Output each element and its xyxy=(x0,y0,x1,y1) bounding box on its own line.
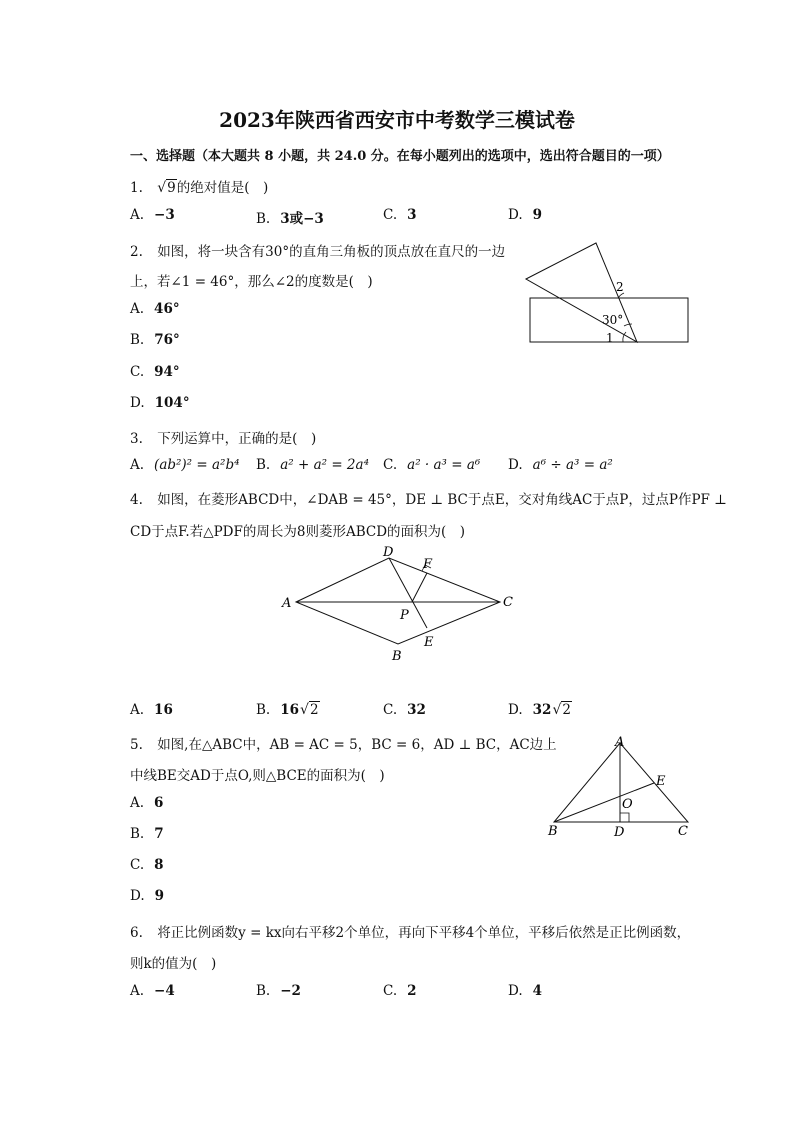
option-b[interactable] xyxy=(256,207,324,227)
point-c: C xyxy=(503,595,513,610)
option-a[interactable] xyxy=(130,983,175,999)
radicand: 2 xyxy=(309,702,319,718)
option-value: −2 xyxy=(280,983,301,999)
question-number: 1. xyxy=(130,180,143,196)
point-b: B xyxy=(392,649,402,664)
angle-2-label: 2 xyxy=(616,280,624,294)
question-number: 2. xyxy=(130,244,143,260)
option-c[interactable] xyxy=(383,702,426,718)
option-value: 104° xyxy=(154,395,190,411)
option-value: 94° xyxy=(154,364,180,380)
option-value: 46° xyxy=(154,301,180,317)
sqrt-expression: √9 xyxy=(157,180,176,196)
question-1 xyxy=(130,176,268,196)
option-c[interactable] xyxy=(130,364,180,380)
question-number: 3. xyxy=(130,431,143,447)
segment-pf xyxy=(412,573,427,602)
option-b[interactable] xyxy=(130,332,180,348)
question-text: 下列运算中，正确的是( ) xyxy=(157,431,317,447)
option-d[interactable] xyxy=(130,888,164,904)
option-label: C. xyxy=(383,207,398,223)
option-label: A. xyxy=(130,795,145,811)
question-6-line1 xyxy=(130,921,690,941)
point-p: P xyxy=(400,608,409,623)
option-value: 6 xyxy=(154,795,164,811)
section-heading: 一、选择题（本大题共 8 小题，共 24.0 分。在每小题列出的选项中，选出符合题目的一项） xyxy=(130,149,670,164)
question-number: 5. xyxy=(130,737,143,753)
angle-1-arc xyxy=(623,332,626,342)
point-c: C xyxy=(678,824,688,839)
median-be xyxy=(554,783,654,822)
option-value: −3 xyxy=(154,207,175,223)
question-text: 如图，在菱形ABCD中，∠DAB = 45°，DE ⊥ BC于点E，交对角线AC于点P，过点P作PF ⊥ xyxy=(157,492,727,508)
point-e: E xyxy=(424,635,434,650)
option-value: 7 xyxy=(154,826,164,842)
point-a: A xyxy=(615,735,625,750)
option-b[interactable] xyxy=(256,457,369,473)
option-value: 32 xyxy=(407,702,426,718)
option-b[interactable] xyxy=(256,702,320,718)
option-a[interactable] xyxy=(130,795,163,811)
option-b[interactable] xyxy=(256,983,301,999)
option-label: A. xyxy=(130,702,145,718)
option-d[interactable] xyxy=(508,207,542,223)
question-text: 的绝对值是( ) xyxy=(176,180,269,196)
question-text: 如图,在△ABC中，AB = AC = 5，BC = 6，AD ⊥ BC，AC边上 xyxy=(157,737,557,753)
option-label: D. xyxy=(508,457,523,473)
option-d[interactable] xyxy=(508,983,542,999)
point-e: E xyxy=(656,774,666,789)
rhombus-figure xyxy=(276,540,521,665)
option-value: a² + a² = 2a⁴ xyxy=(280,457,369,473)
point-f: F xyxy=(423,557,433,572)
point-d: D xyxy=(614,825,625,840)
option-label: C. xyxy=(383,457,398,473)
option-d[interactable] xyxy=(508,457,613,473)
right-angle-d xyxy=(620,813,629,822)
option-value: 16 xyxy=(280,702,300,718)
option-value: 2 xyxy=(407,983,417,999)
option-a[interactable] xyxy=(130,207,175,223)
option-b[interactable] xyxy=(130,826,164,842)
option-label: B. xyxy=(256,457,271,473)
option-d[interactable] xyxy=(130,395,190,411)
rhombus-abcd xyxy=(296,558,500,644)
option-a[interactable] xyxy=(130,457,240,473)
option-label: A. xyxy=(130,983,145,999)
angle-30-label: 30° xyxy=(602,313,624,327)
point-d: D xyxy=(383,545,394,560)
option-label: A. xyxy=(130,301,145,317)
question-text: 如图，将一块含有30°的直角三角板的顶点放在直尺的一边 xyxy=(157,244,506,260)
option-value: −4 xyxy=(154,983,175,999)
option-label: B. xyxy=(256,211,271,227)
question-number: 6. xyxy=(130,925,143,941)
option-label: B. xyxy=(256,702,271,718)
option-value: 9 xyxy=(154,888,165,904)
triangle-abc-figure xyxy=(540,733,700,841)
point-b: B xyxy=(548,824,558,839)
option-value: 3或−3 xyxy=(280,211,324,227)
angle-1-label: 1 xyxy=(606,331,614,345)
question-3 xyxy=(130,427,316,447)
point-o: O xyxy=(622,797,633,812)
triangle-abc xyxy=(554,743,688,822)
option-c[interactable] xyxy=(383,457,480,473)
option-c[interactable] xyxy=(383,983,417,999)
option-label: A. xyxy=(130,207,145,223)
option-value: 8 xyxy=(154,857,164,873)
option-value: 76° xyxy=(154,332,180,348)
option-a[interactable] xyxy=(130,702,173,718)
option-value: 16 xyxy=(154,702,173,718)
question-2-line1 xyxy=(130,240,505,260)
option-value: a⁶ ÷ a³ = a² xyxy=(532,457,613,473)
option-label: C. xyxy=(383,702,398,718)
option-label: D. xyxy=(130,888,145,904)
option-value: 4 xyxy=(532,983,543,999)
radicand: 9 xyxy=(167,180,176,196)
option-value: 9 xyxy=(532,207,543,223)
option-value: (ab²)² = a²b⁴ xyxy=(154,457,240,473)
option-label: A. xyxy=(130,457,145,473)
option-label: D. xyxy=(130,395,145,411)
question-2-line2: 上，若∠1 = 46°，那么∠2的度数是( ) xyxy=(130,274,373,290)
option-label: D. xyxy=(508,983,523,999)
sqrt-sign: √ xyxy=(552,702,562,718)
option-value: 32 xyxy=(532,702,552,718)
option-label: D. xyxy=(508,702,523,718)
option-c[interactable] xyxy=(383,207,417,223)
radicand: 2 xyxy=(562,702,571,718)
question-5-line2: 中线BE交AD于点O,则△BCE的面积为( ) xyxy=(130,768,385,784)
option-label: B. xyxy=(130,332,145,348)
option-c[interactable] xyxy=(130,857,164,873)
option-label: D. xyxy=(508,207,523,223)
option-a[interactable] xyxy=(130,301,180,317)
option-value: a² · a³ = a⁶ xyxy=(407,457,481,473)
option-value: 3 xyxy=(407,207,417,223)
sqrt-sign: √ xyxy=(300,702,309,718)
option-label: C. xyxy=(130,857,145,873)
question-text: 将正比例函数y = kx向右平移2个单位，再向下平移4个单位，平移后依然是正比例函数， xyxy=(157,925,691,941)
page-title: 2023年陕西省西安市中考数学三模试卷 xyxy=(219,108,575,132)
question-5-line1 xyxy=(130,733,557,753)
ruler-triangle-figure xyxy=(520,238,695,350)
option-label: B. xyxy=(130,826,145,842)
question-4-line1 xyxy=(130,488,727,508)
option-label: C. xyxy=(383,983,398,999)
option-label: C. xyxy=(130,364,145,380)
option-d[interactable] xyxy=(508,702,572,718)
option-label: B. xyxy=(256,983,271,999)
question-6-line2: 则k的值为( ) xyxy=(130,956,217,972)
point-a: A xyxy=(282,596,292,611)
question-number: 4. xyxy=(130,492,143,508)
question-4-line2: CD于点F.若△PDF的周长为8则菱形ABCD的面积为( ) xyxy=(130,524,466,540)
angle-30-arc xyxy=(624,324,632,326)
